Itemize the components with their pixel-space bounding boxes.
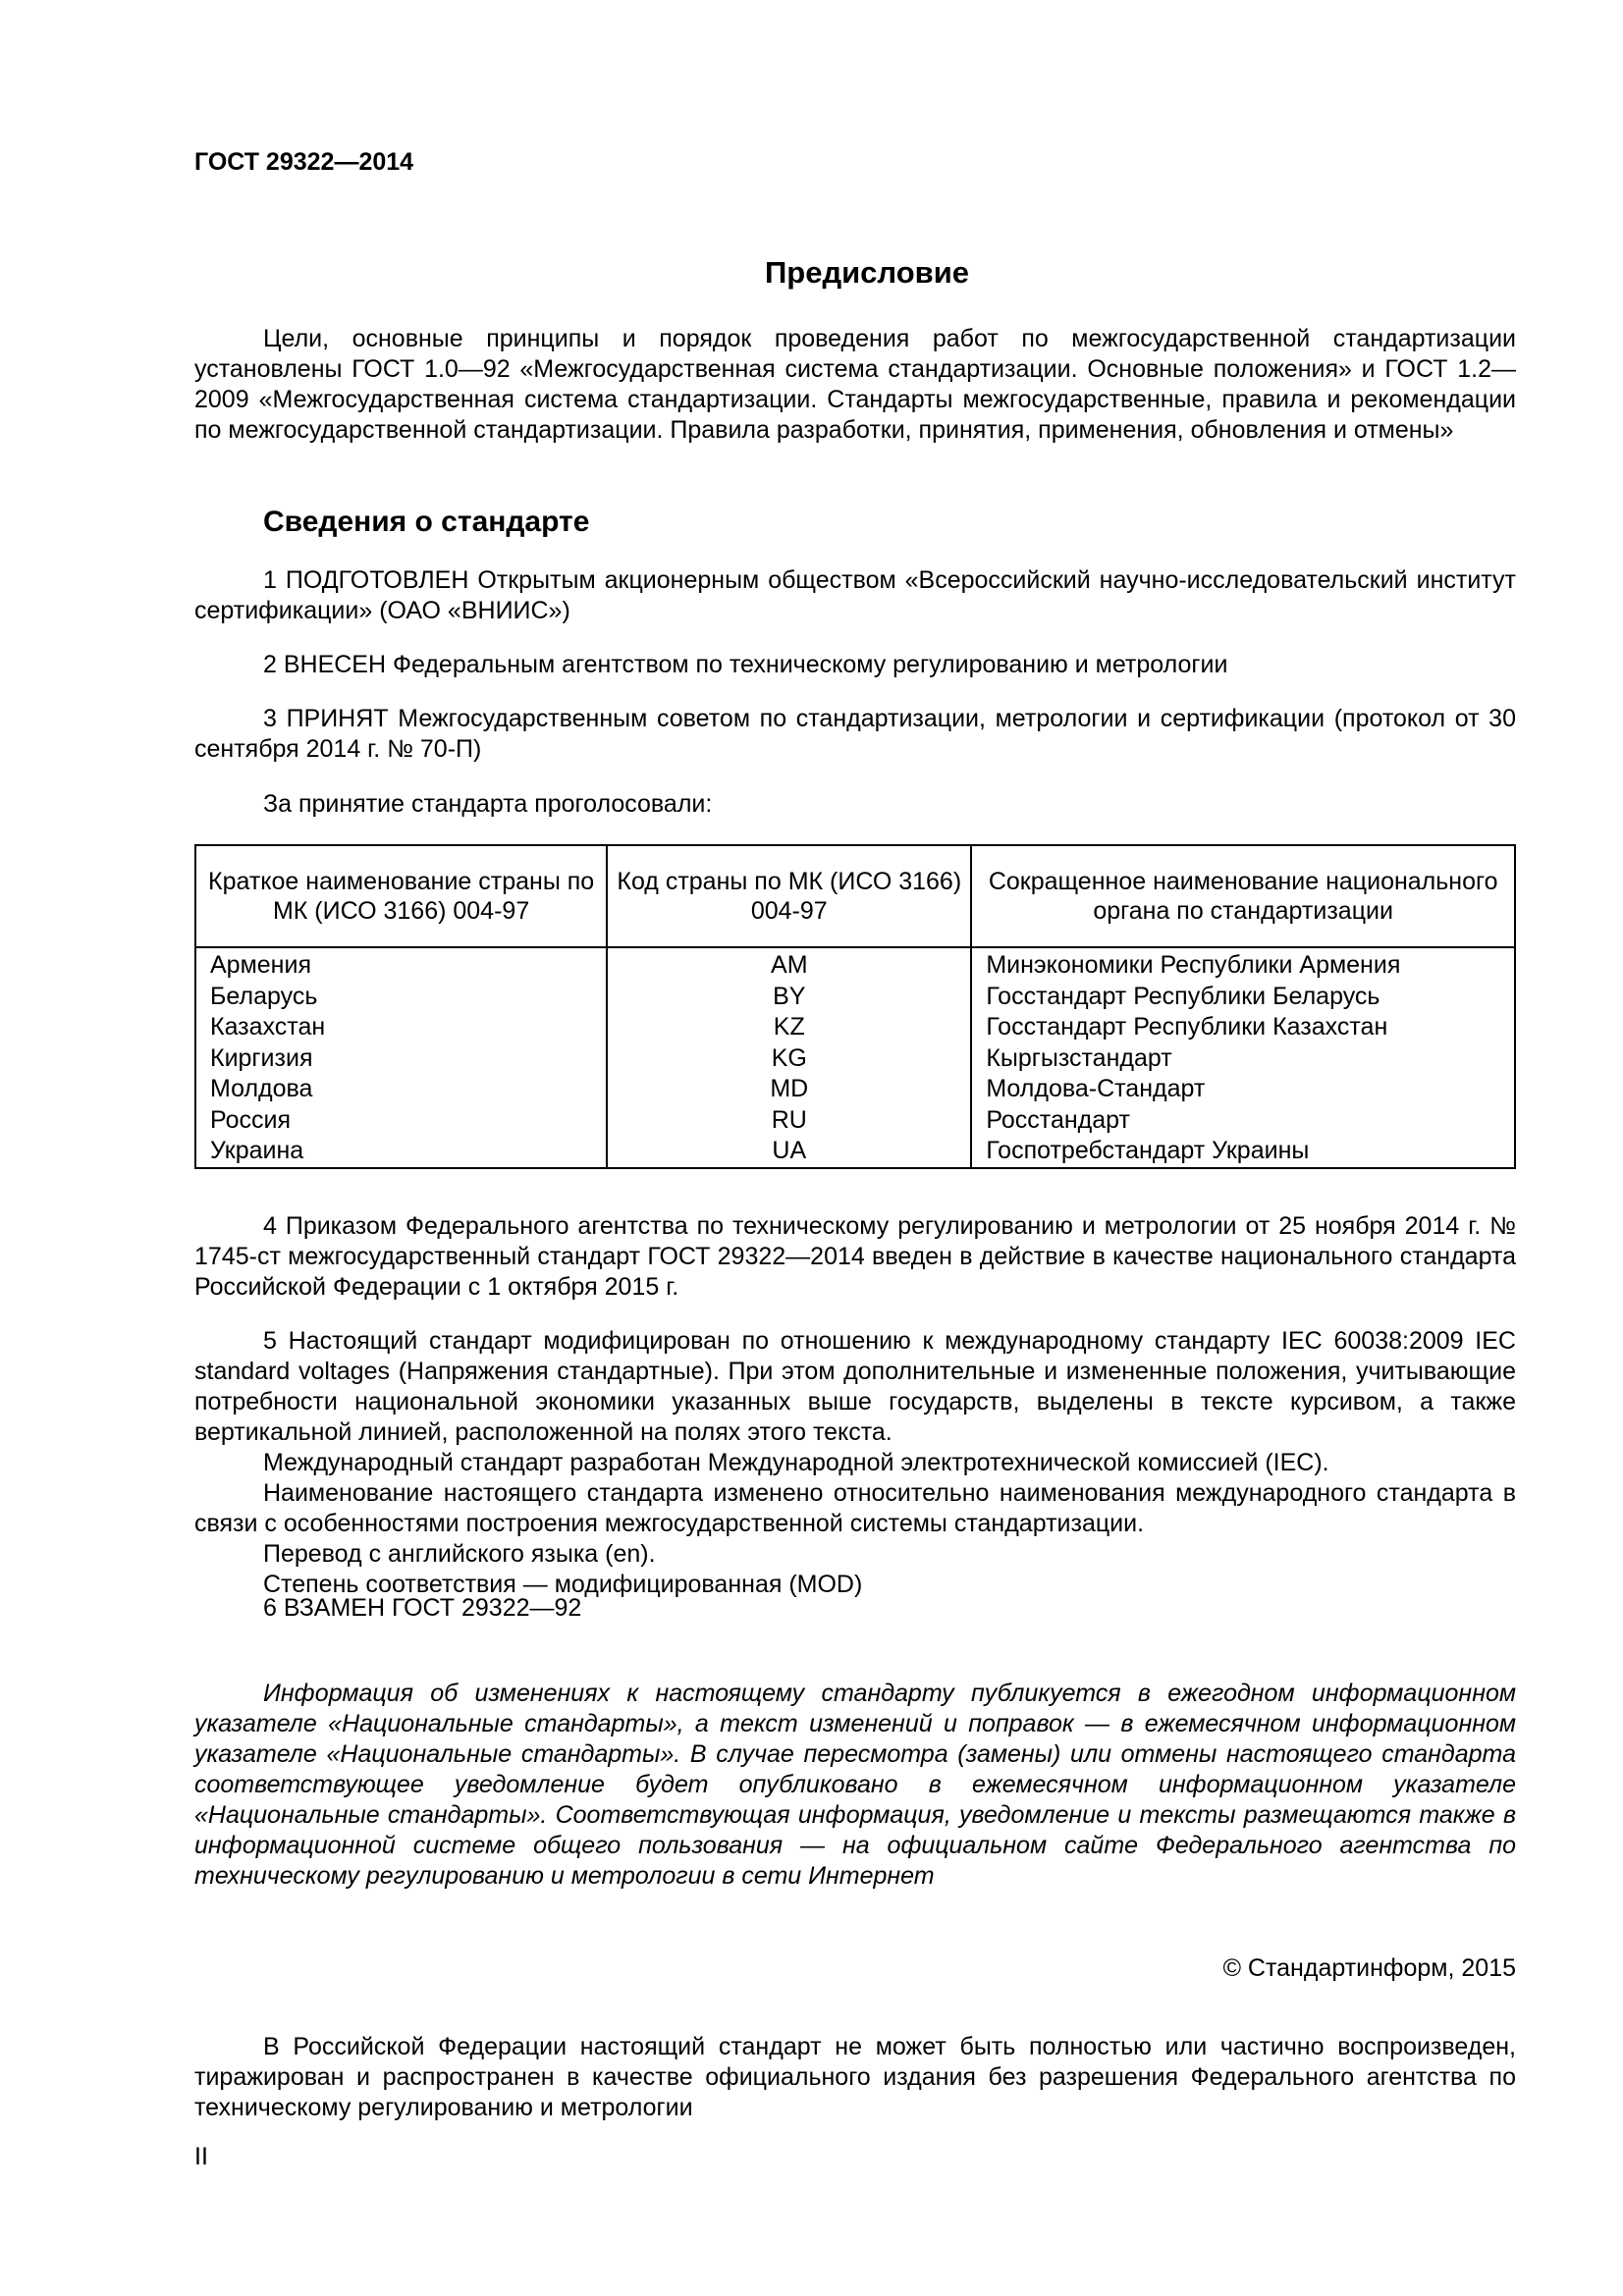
cell-body: Госпотребстандарт Украины	[971, 1136, 1515, 1168]
cell-code: MD	[607, 1074, 971, 1105]
cell-code: UA	[607, 1136, 971, 1168]
standard-info-title: Сведения о стандарте	[263, 506, 590, 538]
cell-code: RU	[607, 1105, 971, 1137]
preface-intro-block	[194, 324, 1516, 446]
vote-intro-block	[194, 789, 1516, 820]
rights-notice: В Российской Федерации настоящий стандарт не может быть полностью или частично воспроизведен, тиражирован и распространен в качестве официального издания без разрешения Федерального агентства по техническому регулированию и метрологии	[194, 2033, 1516, 2121]
item-5: 5 Настоящий стандарт модифицирован по отношению к международному стандарту IEC 60038:2009 IEC standard voltages (Напряжения стандартные). При этом дополнительные и измененные положения, учитывающие потребности национальной экономики указанных выше государств, выделены в тексте курсивом, а также вертикальной линией, расположенной на полях этого текста.	[194, 1327, 1516, 1446]
table-row	[195, 1136, 1515, 1168]
header-standards-body: Сокращенное наименование национального органа по стандартизации	[971, 845, 1515, 947]
copyright-block	[194, 1953, 1516, 1984]
table-row	[195, 1105, 1515, 1137]
table-row	[195, 982, 1515, 1013]
item-3-block	[194, 704, 1516, 765]
header-country-name: Краткое наименование страны по МК (ИСО 3166) 004-97	[195, 845, 607, 947]
cell-body: Госстандарт Республики Казахстан	[971, 1012, 1515, 1043]
cell-country: Армения	[195, 947, 607, 982]
cell-country: Россия	[195, 1105, 607, 1137]
copyright: © Стандартинформ, 2015	[1222, 1954, 1516, 1982]
document-page	[194, 147, 1516, 2170]
cell-country: Беларусь	[195, 982, 607, 1013]
item-5-name-change: Наименование настоящего стандарта изменено относительно наименования международного стандарта в связи с особенностями построения межгосударственной системы стандартизации.	[194, 1479, 1516, 1537]
notice-italic: Информация об изменениях к настоящему стандарту публикуется в ежегодном информационном указателе «Национальные стандарты», а текст изменений и поправок — в ежемесячном информационном указателе «Национальные стандарты». В случае пересмотра (замены) или отмены настоящего стандарта соответствующее уведомление будет опубликовано в ежемесячном информационном указателе «Национальные стандарты». Соответствующая информация, уведомление и тексты размещаются также в информационной системе общего пользования — на официальном сайте Федерального агентства по техническому регулированию и метрологии в сети Интернет	[194, 1680, 1516, 1890]
table-row	[195, 1043, 1515, 1075]
page-number: II	[194, 2143, 208, 2170]
item-5-origin: Международный стандарт разработан Международной электротехнической комиссией (IEC).	[263, 1449, 1329, 1476]
item-5-block	[194, 1326, 1516, 1600]
cell-body: Кыргызстандарт	[971, 1043, 1515, 1075]
item-1-block	[194, 565, 1516, 626]
item-2: 2 ВНЕСЕН Федеральным агентством по техническому регулированию и метрологии	[263, 651, 1228, 678]
table-row	[195, 947, 1515, 982]
cell-body: Молдова-Стандарт	[971, 1074, 1515, 1105]
cell-body: Росстандарт	[971, 1105, 1515, 1137]
standard-info-title-block	[194, 505, 1516, 540]
item-4: 4 Приказом Федерального агентства по техническому регулированию и метрологии от 25 ноября 2014 г. № 1745-ст межгосударственный стандарт ГОСТ 29322—2014 введен в действие в качестве национального стандарта Российской Федерации с 1 октября 2015 г.	[194, 1212, 1516, 1301]
preface-title: Предисловие	[764, 255, 969, 290]
cell-country: Молдова	[195, 1074, 607, 1105]
cell-code: KG	[607, 1043, 971, 1075]
cell-country: Казахстан	[195, 1012, 607, 1043]
cell-country: Украина	[195, 1136, 607, 1168]
vote-intro: За принятие стандарта проголосовали:	[263, 790, 713, 818]
cell-body: Госстандарт Республики Беларусь	[971, 982, 1515, 1013]
item-6: 6 ВЗАМЕН ГОСТ 29322—92	[263, 1594, 582, 1622]
cell-country: Киргизия	[195, 1043, 607, 1075]
cell-code: AM	[607, 947, 971, 982]
header-country-code: Код страны по МК (ИСО 3166) 004-97	[607, 845, 971, 947]
table-row	[195, 1012, 1515, 1043]
vote-table-header-row	[195, 845, 1515, 947]
table-row	[195, 1074, 1515, 1105]
cell-code: BY	[607, 982, 971, 1013]
rights-block	[194, 2032, 1516, 2123]
cell-code: KZ	[607, 1012, 971, 1043]
item-6-block	[194, 1593, 1516, 1624]
preface-intro: Цели, основные принципы и порядок проведения работ по межгосударственной стандартизации установлены ГОСТ 1.0—92 «Межгосударственная система стандартизации. Основные положения» и ГОСТ 1.2—2009 «Межгосударственная система стандартизации. Стандарты межгосударственные, правила и рекомендации по межгосударственной стандартизации. Правила разработки, принятия, применения, обновления и отмены»	[194, 325, 1516, 444]
item-1: 1 ПОДГОТОВЛЕН Открытым акционерным обществом «Всероссийский научно-исследовательский институт сертификации» (ОАО «ВНИИС»)	[194, 566, 1516, 624]
vote-table	[194, 844, 1516, 1169]
item-5-translation: Перевод с английского языка (en).	[263, 1540, 656, 1568]
notice-block	[194, 1679, 1516, 1892]
document-code: ГОСТ 29322—2014	[194, 148, 414, 176]
item-2-block	[194, 650, 1516, 680]
item-4-block	[194, 1211, 1516, 1303]
cell-body: Минэкономики Республики Армения	[971, 947, 1515, 982]
item-3: 3 ПРИНЯТ Межгосударственным советом по стандартизации, метрологии и сертификации (протокол от 30 сентября 2014 г. № 70-П)	[194, 705, 1516, 763]
item-5-conformity: Степень соответствия — модифицированная (MOD)	[263, 1571, 863, 1598]
